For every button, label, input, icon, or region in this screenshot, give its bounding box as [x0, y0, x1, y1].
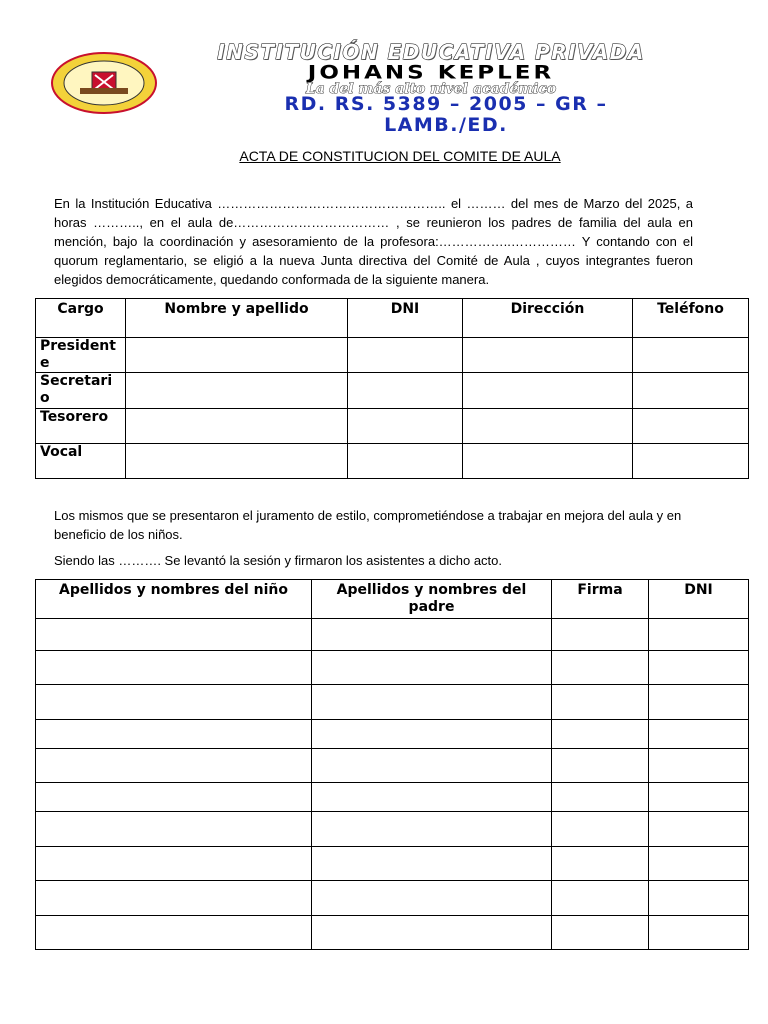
phone-cell[interactable]: [633, 409, 749, 444]
table-row[interactable]: [36, 749, 749, 783]
address-cell[interactable]: [463, 444, 633, 479]
table-row[interactable]: [36, 720, 749, 749]
header-telefono: Teléfono: [633, 299, 749, 338]
address-cell[interactable]: [463, 409, 633, 444]
table-row[interactable]: [36, 783, 749, 812]
table-row[interactable]: [36, 812, 749, 847]
table-row[interactable]: [36, 651, 749, 685]
header-signature: Firma: [552, 580, 649, 619]
name-cell[interactable]: [126, 373, 348, 409]
header-dni: DNI: [649, 580, 749, 619]
committee-header-row: [36, 299, 749, 338]
table-row[interactable]: [36, 881, 749, 916]
phone-cell[interactable]: [633, 444, 749, 479]
name-cell[interactable]: [126, 338, 348, 373]
header-cargo: Cargo: [36, 299, 126, 338]
header-parent-name: Apellidos y nombres del padre: [312, 580, 552, 619]
table-row[interactable]: [36, 685, 749, 720]
dni-cell[interactable]: [348, 444, 463, 479]
institution-type: INSTITUCIÓN EDUCATIVA PRIVADA: [217, 40, 645, 64]
document-title: ACTA DE CONSTITUCION DEL COMITE DE AULA: [239, 148, 561, 164]
table-row: [36, 444, 749, 479]
resolution-line-2: LAMB./ED.: [384, 114, 508, 136]
letterhead: [46, 38, 688, 136]
role-secretario: Secretario: [36, 373, 126, 409]
committee-table: [35, 298, 749, 479]
name-cell[interactable]: [126, 409, 348, 444]
table-row: [36, 409, 749, 444]
closing-paragraph: Siendo las ………. Se levantó la sesión y firmaron los asistentes a dicho acto.: [54, 553, 502, 568]
header-dni: DNI: [348, 299, 463, 338]
table-row[interactable]: [36, 916, 749, 950]
dni-cell[interactable]: [348, 409, 463, 444]
resolution-line-1: RD. RS. 5389 – 2005 – GR –: [284, 93, 608, 115]
address-cell[interactable]: [463, 338, 633, 373]
institution-name: JOHANS KEPLER: [307, 62, 555, 84]
phone-cell[interactable]: [633, 373, 749, 409]
role-presidente: Presidente: [36, 338, 126, 373]
institution-tagline: La del más alto nivel académico: [305, 81, 557, 97]
name-cell[interactable]: [126, 444, 348, 479]
attendance-header-row: [36, 580, 749, 619]
table-row[interactable]: [36, 847, 749, 881]
table-row: [36, 338, 749, 373]
dni-cell[interactable]: [348, 373, 463, 409]
table-row: [36, 373, 749, 409]
header-direccion: Dirección: [463, 299, 633, 338]
header-nombre: Nombre y apellido: [126, 299, 348, 338]
address-cell[interactable]: [463, 373, 633, 409]
dni-cell[interactable]: [348, 338, 463, 373]
attendance-table: [35, 579, 749, 950]
role-tesorero: Tesorero: [36, 409, 126, 444]
school-seal-icon: [50, 52, 158, 114]
phone-cell[interactable]: [633, 338, 749, 373]
header-child-name: Apellidos y nombres del niño: [36, 580, 312, 619]
table-row[interactable]: [36, 619, 749, 651]
intro-paragraph: En la Institución Educativa …………………………………………….. el ……… del mes de Marzo del 2025, a horas ……….., en el aula de……………………………… , se reunieron los padres de familia del aula en mención, bajo la coordinación y asesoramiento de la profesora:……………..…………… Y contando con el quorum reglamentario, se eligió a la nueva Junta directiva del Comité de Aula , cuyos integrantes fueron elegidos democráticamente, quedando conformada de la siguiente manera.: [54, 196, 693, 287]
role-vocal: Vocal: [36, 444, 126, 479]
oath-paragraph: Los mismos que se presentaron el juramento de estilo, comprometiéndose a trabajar en mejora del aula y en beneficio de los niños.: [54, 508, 682, 542]
